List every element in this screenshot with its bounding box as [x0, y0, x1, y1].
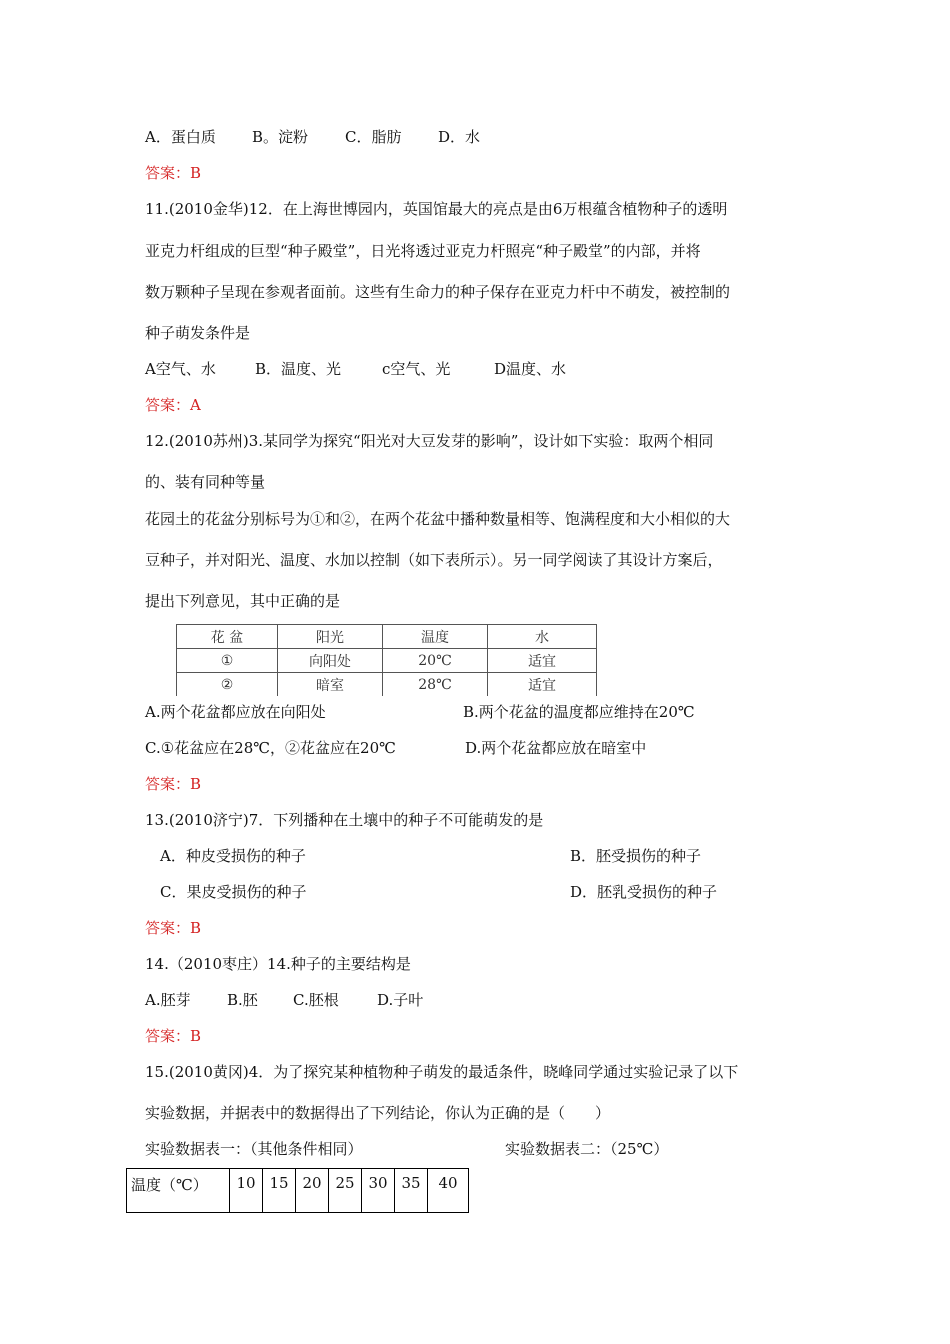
q14-answer: 答案：B	[145, 1027, 202, 1045]
table-row	[177, 673, 597, 697]
q11-option-d: D温度、水	[494, 360, 567, 378]
q11-option-b: B．温度、光	[255, 360, 342, 378]
q12-table-image	[170, 620, 600, 696]
q10-answer: 答案：B	[145, 164, 202, 182]
table-cell: ②	[177, 673, 278, 697]
table-row	[177, 649, 597, 673]
q14-option-b: B.胚	[227, 991, 258, 1009]
table-cell: 40	[428, 1169, 469, 1213]
table-row	[127, 1169, 469, 1213]
q14-option-a: A.胚芽	[145, 991, 191, 1009]
table-cell: 30	[362, 1169, 395, 1213]
q12-options-row-2	[145, 737, 646, 759]
q12-line-4: 豆种子，并对阳光、温度、水加以控制（如下表所示）。另一同学阅读了其设计方案后，	[145, 551, 723, 569]
table-cell: 20	[296, 1169, 329, 1213]
table-cell: 向阳处	[278, 649, 383, 673]
q11-options	[145, 358, 566, 380]
q13-option-a: A．种皮受损伤的种子	[160, 847, 306, 865]
q11-line-3: 数万颗种子呈现在参观者面前。这些有生命力的种子保存在亚克力杆中不萌发，被控制的	[145, 283, 731, 301]
q15-line-1: 15.(2010黄冈)4．为了探究某种植物种子萌发的最适条件，晓峰同学通过实验记录了以下	[145, 1063, 739, 1081]
q11-option-c: c空气、光	[382, 360, 451, 378]
table-cell: 28℃	[383, 673, 488, 697]
q12-table	[176, 624, 597, 696]
q11-line-2: 亚克力杆组成的巨型“种子殿堂”，日光将透过亚克力杆照亮“种子殿堂”的内部，并将	[145, 242, 701, 260]
q11-answer: 答案：A	[145, 396, 201, 414]
q14-stem: 14.（2010枣庄）14.种子的主要结构是	[145, 955, 411, 973]
q12-line-3: 花园土的花盆分别标号为①和②，在两个花盆中播种数量相等、饱满程度和大小相似的大	[145, 510, 731, 528]
q10-option-a: A．蛋白质	[145, 128, 216, 146]
table-cell: 暗室	[278, 673, 383, 697]
q15-table	[126, 1168, 469, 1213]
q12-option-a: A.两个花盆都应放在向阳处	[145, 703, 326, 721]
table-cell: 适宜	[488, 649, 597, 673]
table-cell: 35	[395, 1169, 428, 1213]
table-header-cell: 温度	[383, 625, 488, 649]
q14-option-d: D.子叶	[377, 991, 424, 1009]
table-label-cell: 温度（℃）	[127, 1169, 230, 1213]
q14-option-c: C.胚根	[293, 991, 339, 1009]
q15-table2-caption: 实验数据表二：（25℃）	[505, 1140, 669, 1158]
q12-option-b: B.两个花盆的温度都应维持在20℃	[463, 703, 695, 721]
table-cell: 20℃	[383, 649, 488, 673]
table-cell: 15	[263, 1169, 296, 1213]
table-cell: ①	[177, 649, 278, 673]
q11-option-a: A空气、水	[145, 360, 216, 378]
q11-line-4: 种子萌发条件是	[145, 324, 251, 342]
q15-captions	[145, 1138, 668, 1160]
table-cell: 10	[230, 1169, 263, 1213]
q15-line-2: 实验数据，并据表中的数据得出了下列结论，你认为正确的是（ ）	[145, 1104, 611, 1122]
q12-line-5: 提出下列意见，其中正确的是	[145, 592, 341, 610]
table-header-cell: 水	[488, 625, 597, 649]
q12-line-1: 12.(2010苏州)3.某同学为探究“阳光对大豆发芽的影响”，设计如下实验：取两个相同	[145, 432, 714, 450]
q10-options	[145, 126, 480, 148]
q13-option-b: B．胚受损伤的种子	[570, 847, 702, 865]
q12-answer: 答案：B	[145, 775, 202, 793]
q15-table1-caption: 实验数据表一：（其他条件相同）	[145, 1140, 363, 1158]
table-cell: 25	[329, 1169, 362, 1213]
q10-option-d: D．水	[438, 128, 481, 146]
q12-line-2: 的、装有同种等量	[145, 473, 266, 491]
q13-answer: 答案：B	[145, 919, 202, 937]
q10-option-c: C．脂肪	[345, 128, 402, 146]
q10-option-b: B。淀粉	[252, 128, 309, 146]
q12-option-c: C.①花盆应在28℃，②花盆应在20℃	[145, 739, 396, 757]
q13-options-row-2	[160, 881, 717, 903]
q12-option-d: D.两个花盆都应放在暗室中	[465, 739, 647, 757]
table-header-cell: 花 盆	[177, 625, 278, 649]
table-cell: 适宜	[488, 673, 597, 697]
table-row	[177, 625, 597, 649]
q13-option-d: D．胚乳受损伤的种子	[570, 883, 718, 901]
q13-options-row-1	[160, 845, 701, 867]
q11-line-1: 11.(2010金华)12．在上海世博园内，英国馆最大的亮点是由6万根蕴含植物种子的透明	[145, 200, 728, 218]
table-header-cell: 阳光	[278, 625, 383, 649]
q14-options	[145, 989, 423, 1011]
q12-options-row-1	[145, 701, 695, 723]
q13-option-c: C．果皮受损伤的种子	[160, 883, 307, 901]
q13-stem: 13.(2010济宁)7．下列播种在土壤中的种子不可能萌发的是	[145, 811, 544, 829]
